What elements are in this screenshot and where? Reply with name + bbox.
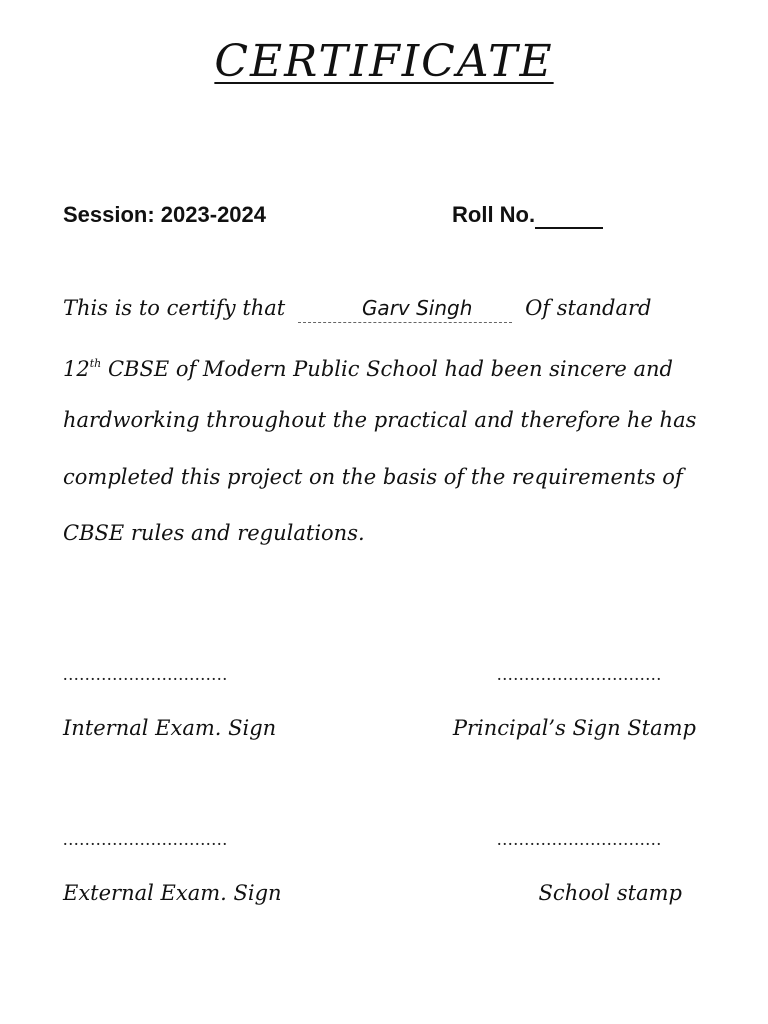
grade-number: 12 <box>63 357 90 381</box>
certify-line-2 <box>63 350 673 383</box>
session-text: Session: 2023-2024 <box>63 202 267 227</box>
certify-intro: This is to certify that <box>63 296 286 320</box>
roll-number <box>452 201 603 229</box>
certify-standard: Of standard <box>525 296 652 320</box>
student-name-field <box>298 294 512 323</box>
external-sign-dots: .............................. <box>63 829 228 849</box>
roll-number-label: Roll No. <box>452 202 536 227</box>
certify-line-2-text: CBSE of Modern Public School had been sincere and <box>107 357 673 381</box>
certificate-title-text: CERTIFICATE <box>214 36 554 87</box>
internal-exam-sign-label: Internal Exam. Sign <box>63 716 277 740</box>
principal-sign-stamp-label: Principal’s Sign Stamp <box>452 716 696 740</box>
school-stamp-label: School stamp <box>538 881 682 905</box>
grade-suffix: th <box>89 357 102 370</box>
certify-line-4: completed this project on the basis of the requirements of <box>63 465 683 489</box>
certificate-title <box>0 34 768 90</box>
principal-sign-dots: .............................. <box>497 664 662 684</box>
student-name: Garv Singh <box>361 296 473 320</box>
certify-line-1 <box>63 294 651 323</box>
external-exam-sign-label: External Exam. Sign <box>63 881 282 905</box>
certify-line-3: hardworking throughout the practical and therefore he has <box>63 408 697 432</box>
internal-sign-dots: .............................. <box>63 664 228 684</box>
school-stamp-dots: .............................. <box>497 829 662 849</box>
roll-number-blank <box>535 203 603 229</box>
certify-line-5: CBSE rules and regulations. <box>63 521 365 545</box>
